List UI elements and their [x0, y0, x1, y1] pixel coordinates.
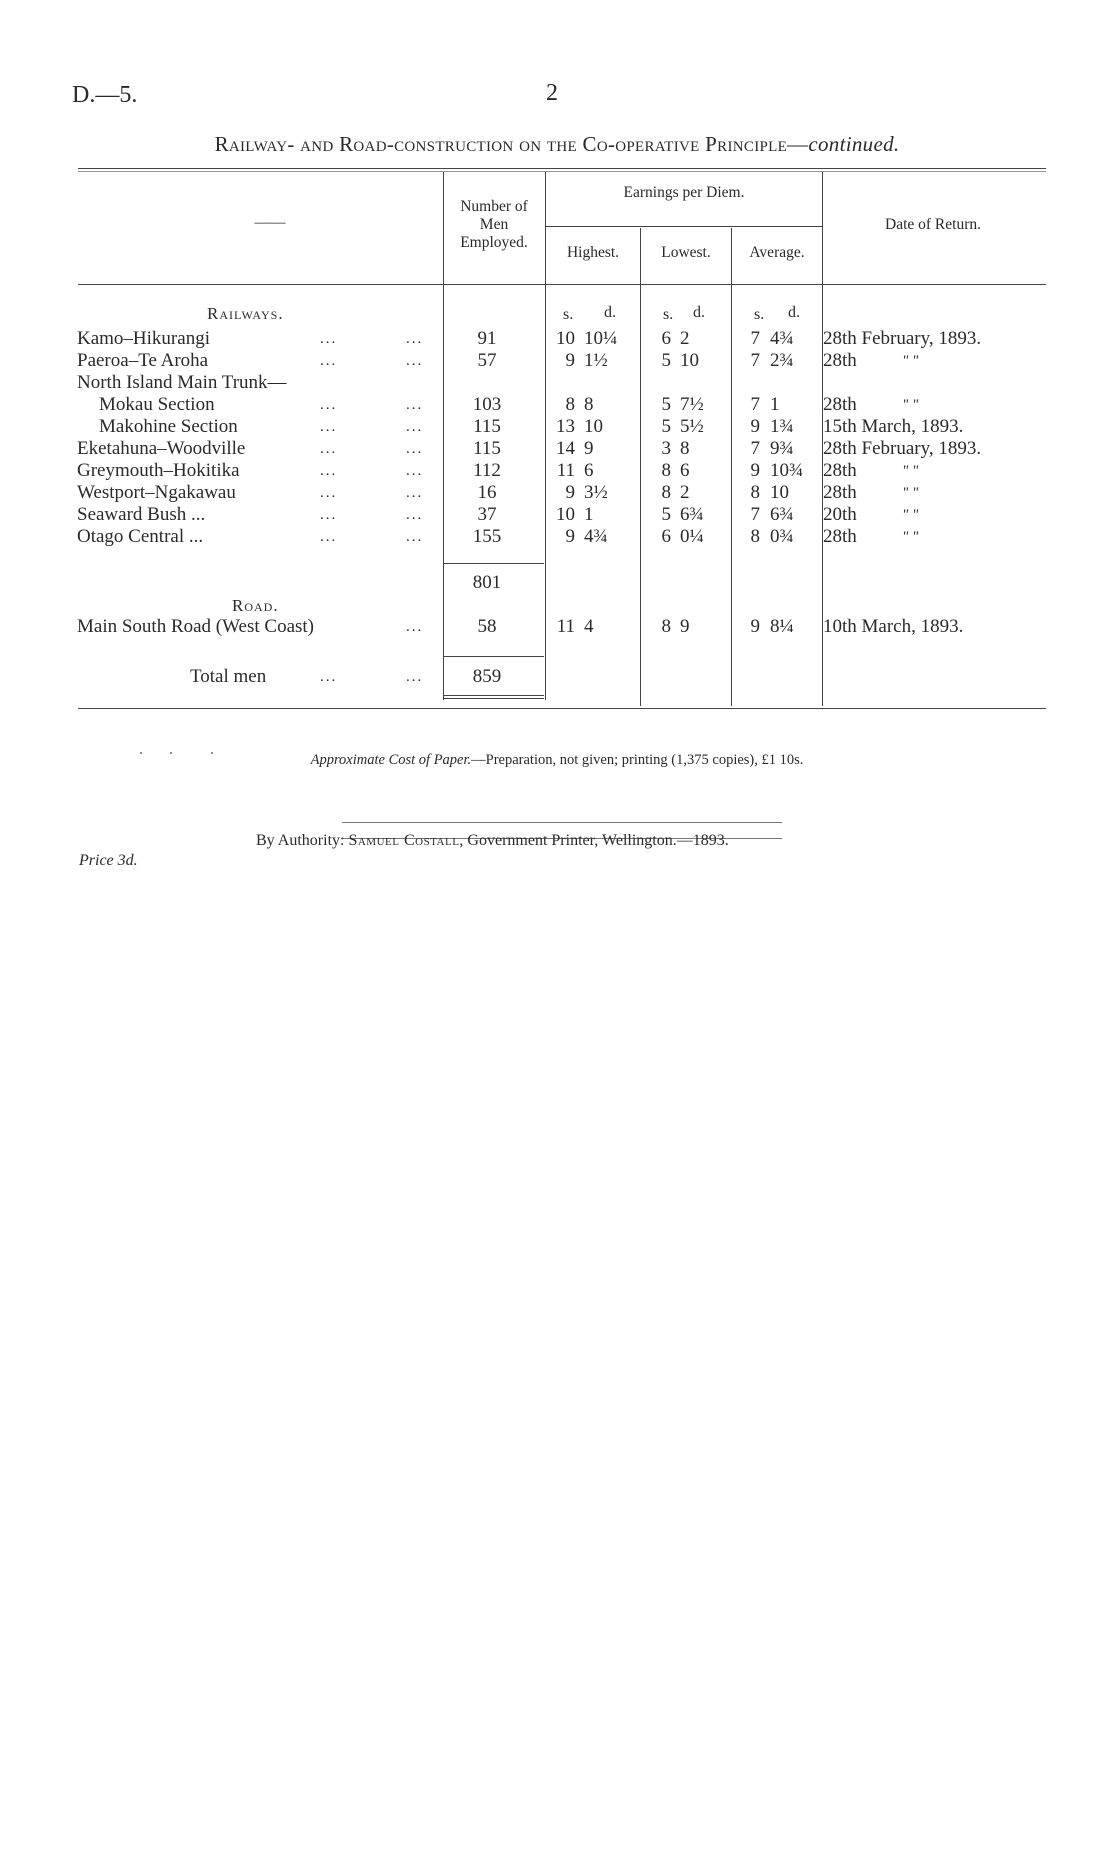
row-low-d: 8: [680, 438, 690, 459]
row-high-d: 9: [584, 438, 594, 459]
row-avg-d: 0¾: [770, 526, 794, 547]
row-leader-2: ...: [406, 331, 424, 347]
price: Price 3d.: [79, 852, 138, 869]
table-row: [0, 460, 1114, 482]
row-high-d: 3½: [584, 482, 608, 503]
row-high-d: 4¾: [584, 526, 608, 547]
row-leader-1: ...: [320, 463, 338, 479]
row-avg-s: 9: [750, 460, 760, 481]
row-avg-s: 7: [750, 394, 760, 415]
row-name: Main South Road (West Coast): [77, 616, 315, 637]
header-highest: Highest.: [566, 244, 620, 261]
row-ditto: " ": [902, 529, 919, 545]
section-road: Road.: [232, 596, 279, 615]
row-name: Westport–Ngakawau: [77, 482, 236, 503]
row-high-d: 10: [584, 416, 603, 437]
row-date: 28th: [823, 482, 857, 503]
table-row: [0, 504, 1114, 526]
header-lowest: Lowest.: [661, 244, 711, 261]
header-dash: ——: [254, 214, 286, 231]
header-men: Number of Men Employed.: [460, 198, 528, 251]
printer-name: Samuel Costall: [348, 832, 460, 849]
total-value: 859: [472, 666, 502, 687]
row-low-s: 5: [661, 416, 671, 437]
authority-rule-2: [342, 822, 782, 823]
table-top-rule: [78, 168, 1046, 169]
row-high-s: 10: [556, 328, 575, 349]
unit-s-high: s.: [563, 306, 574, 323]
row-high-d: 10¼: [584, 328, 618, 349]
unit-d-avg: d.: [788, 304, 800, 321]
row-low-d: 10: [680, 350, 699, 371]
row-men: 112: [473, 460, 501, 481]
table-row: [0, 372, 1114, 394]
row-date: 28th: [823, 526, 857, 547]
row-low-d: 7½: [680, 394, 704, 415]
row-name: North Island Main Trunk—: [77, 372, 287, 393]
row-high-s: 8: [565, 394, 575, 415]
row-low-s: 6: [661, 526, 671, 547]
table-row: [0, 394, 1114, 416]
row-low-d: 6: [680, 460, 690, 481]
table-row: [0, 416, 1114, 438]
row-low-s: 8: [661, 482, 671, 503]
row-leader-2: ...: [406, 485, 424, 501]
row-avg-s: 8: [750, 526, 760, 547]
road-row: [0, 616, 1114, 638]
row-high-s: 13: [556, 416, 575, 437]
row-low-s: 8: [661, 616, 671, 637]
row-ditto: " ": [902, 397, 919, 413]
table-title: [0, 132, 1114, 157]
row-low-d: 0¼: [680, 526, 704, 547]
row-low-d: 2: [680, 328, 690, 349]
total-leader-1: ...: [320, 669, 338, 685]
row-ditto: " ": [902, 463, 919, 479]
row-leader-2: ...: [406, 441, 424, 457]
row-date: 28th February, 1893.: [823, 328, 982, 349]
table-row: [0, 526, 1114, 548]
row-men: 57: [477, 350, 497, 371]
row-avg-s: 7: [750, 504, 760, 525]
row-high-d: 1: [584, 504, 594, 525]
row-high-s: 14: [556, 438, 575, 459]
row-high-s: 9: [565, 482, 575, 503]
subtotal-rule: [444, 563, 544, 564]
row-men: 103: [472, 394, 502, 415]
row-men: 115: [473, 416, 501, 437]
row-low-s: 5: [661, 394, 671, 415]
row-leader-2: ...: [406, 397, 424, 413]
row-men: 58: [477, 616, 497, 637]
row-date: 20th: [823, 504, 857, 525]
row-high-s: 11: [556, 616, 575, 637]
table-row: [0, 350, 1114, 372]
title-continued: continued.: [808, 132, 900, 156]
table-bottom-rule: [78, 708, 1046, 709]
unit-d-low: d.: [693, 304, 705, 321]
row-high-s: 11: [556, 460, 575, 481]
header-date: Date of Return.: [885, 216, 981, 233]
row-avg-s: 7: [750, 438, 760, 459]
earnings-header-rule: [546, 226, 822, 227]
unit-d-high: d.: [604, 304, 616, 321]
row-date: 15th March, 1893.: [823, 416, 964, 437]
unit-s-avg: s.: [754, 306, 765, 323]
row-leader-2: ...: [406, 353, 424, 369]
row-men: 37: [477, 504, 497, 525]
row-avg-s: 8: [750, 482, 760, 503]
row-avg-d: 10¾: [770, 460, 804, 481]
total-rule-bottom-2: [444, 698, 544, 699]
row-leader: ...: [406, 619, 424, 635]
row-men: 155: [472, 526, 502, 547]
document-id: D.—5.: [72, 82, 138, 108]
page-number: 2: [546, 80, 558, 106]
printer-authority: By Authority: Samuel Costall, Government Printer, Wellington.—1893.: [256, 832, 729, 849]
row-date: 10th March, 1893.: [823, 616, 964, 637]
row-avg-d: 4¾: [770, 328, 794, 349]
row-name: Mokau Section: [99, 394, 215, 415]
cost-text: —Preparation, not given; printing (1,375 copies), £1 10s.: [471, 752, 804, 768]
row-low-s: 8: [661, 460, 671, 481]
row-ditto: " ": [902, 485, 919, 501]
total-rule-top: [444, 656, 544, 657]
row-high-s: 9: [565, 350, 575, 371]
row-low-s: 5: [661, 350, 671, 371]
row-leader-2: ...: [406, 419, 424, 435]
railways-subtotal: 801: [472, 572, 502, 593]
table-row: [0, 328, 1114, 350]
row-leader-1: ...: [320, 397, 338, 413]
cost-label: Approximate Cost of Paper.: [310, 752, 472, 768]
total-row: [0, 666, 1114, 688]
row-leader-1: ...: [320, 507, 338, 523]
row-men: 16: [477, 482, 497, 503]
row-avg-s: 7: [750, 350, 760, 371]
row-low-d: 2: [680, 482, 690, 503]
total-rule-bottom-1: [444, 695, 544, 696]
row-high-s: 9: [565, 526, 575, 547]
total-leader-2: ...: [406, 669, 424, 685]
header-average: Average.: [749, 244, 805, 261]
unit-s-low: s.: [663, 306, 674, 323]
row-avg-d: 1¾: [770, 416, 794, 437]
row-leader-1: ...: [320, 529, 338, 545]
header-earnings: Earnings per Diem.: [623, 184, 745, 201]
row-avg-s: 9: [750, 416, 760, 437]
row-men: 115: [473, 438, 501, 459]
row-date: 28th: [823, 460, 857, 481]
row-leader-2: ...: [406, 507, 424, 523]
row-avg-d: 8¼: [770, 616, 794, 637]
row-high-d: 6: [584, 460, 594, 481]
row-high-d: 1½: [584, 350, 608, 371]
row-men: 91: [477, 328, 497, 349]
row-low-s: 6: [661, 328, 671, 349]
row-avg-s: 7: [750, 328, 760, 349]
row-high-d: 8: [584, 394, 594, 415]
row-leader-1: ...: [320, 353, 338, 369]
section-railways: Railways.: [207, 304, 284, 323]
row-ditto: " ": [902, 507, 919, 523]
row-leader-1: ...: [320, 485, 338, 501]
row-name: Kamo–Hikurangi: [77, 328, 210, 349]
table-row: [0, 482, 1114, 504]
row-name: Seaward Bush ...: [77, 504, 206, 525]
row-avg-d: 1: [770, 394, 780, 415]
row-low-s: 5: [661, 504, 671, 525]
table-row: [0, 438, 1114, 460]
row-high-s: 10: [556, 504, 575, 525]
row-avg-d: 10: [770, 482, 789, 503]
row-leader-1: ...: [320, 331, 338, 347]
row-name: Paeroa–Te Aroha: [77, 350, 209, 371]
title-main: Railway- and Road-construction on the Co-operative Principle—: [214, 132, 809, 156]
row-leader-1: ...: [320, 441, 338, 457]
row-avg-s: 9: [750, 616, 760, 637]
row-low-s: 3: [661, 438, 671, 459]
row-low-d: 5½: [680, 416, 704, 437]
table-top-rule-inner: [78, 171, 1046, 172]
header-bottom-rule: [78, 284, 1046, 285]
row-low-d: 6¾: [680, 504, 704, 525]
row-date: 28th: [823, 394, 857, 415]
row-high-d: 4: [584, 616, 594, 637]
row-leader-1: ...: [320, 419, 338, 435]
row-date: 28th February, 1893.: [823, 438, 982, 459]
row-name: Otago Central ...: [77, 526, 204, 547]
row-name: Greymouth–Hokitika: [77, 460, 240, 481]
total-label: Total men: [190, 666, 267, 687]
row-date: 28th: [823, 350, 857, 371]
row-ditto: " ": [902, 353, 919, 369]
row-low-d: 9: [680, 616, 690, 637]
row-avg-d: 2¾: [770, 350, 794, 371]
railways-subtotal-row: [0, 572, 1114, 594]
row-name: Eketahuna–Woodville: [77, 438, 246, 459]
row-avg-d: 6¾: [770, 504, 794, 525]
row-name: Makohine Section: [99, 416, 238, 437]
row-leader-2: ...: [406, 529, 424, 545]
cost-of-paper: [0, 752, 1114, 769]
row-leader-2: ...: [406, 463, 424, 479]
row-avg-d: 9¾: [770, 438, 794, 459]
